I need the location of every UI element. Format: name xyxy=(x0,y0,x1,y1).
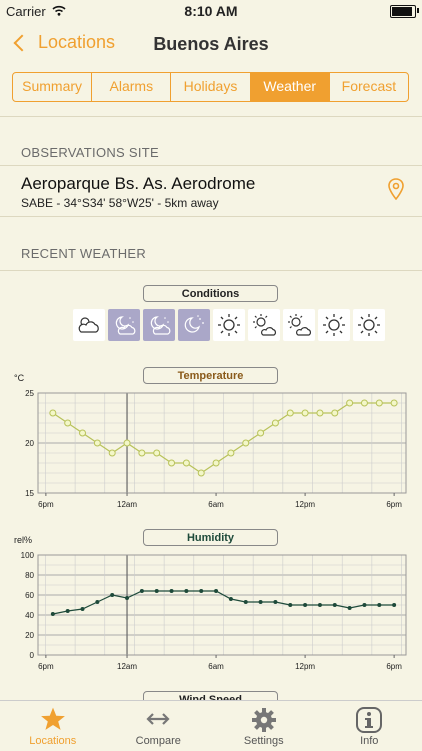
data-point xyxy=(140,589,144,593)
partly-cloudy-day-icon xyxy=(73,309,105,341)
y-tick-label: 15 xyxy=(25,489,34,498)
data-point xyxy=(228,450,234,456)
data-point xyxy=(332,410,338,416)
y-tick-label: 80 xyxy=(25,571,34,580)
conditions-strip xyxy=(73,309,385,341)
humidity-chart xyxy=(0,531,422,681)
tab-label: Settings xyxy=(211,735,317,747)
nav-bar xyxy=(0,22,422,66)
data-point xyxy=(361,400,367,406)
segment-alarms[interactable]: Alarms xyxy=(92,73,171,101)
observations-header: OBSERVATIONS SITE xyxy=(21,145,159,160)
data-point xyxy=(362,603,366,607)
data-point xyxy=(333,603,337,607)
data-point xyxy=(317,410,323,416)
data-point xyxy=(124,440,130,446)
data-point xyxy=(65,420,71,426)
y-tick-label: 25 xyxy=(25,389,34,398)
y-tick-label: 100 xyxy=(21,551,35,560)
status-time: 8:10 AM xyxy=(0,3,422,19)
x-tick-label: 6pm xyxy=(386,500,402,509)
page-title: Buenos Aires xyxy=(0,34,422,55)
tab-info[interactable] xyxy=(317,701,422,751)
x-tick-label: 12pm xyxy=(295,662,315,671)
tab-bar xyxy=(0,700,422,751)
y-tick-label: 60 xyxy=(25,591,34,600)
data-point xyxy=(139,450,145,456)
sunny-icon xyxy=(213,309,245,341)
segment-weather[interactable]: Weather xyxy=(251,73,330,101)
observation-site-row[interactable] xyxy=(0,165,422,217)
divider xyxy=(0,116,422,117)
recent-weather-panel xyxy=(0,270,422,701)
data-point xyxy=(391,400,397,406)
data-point xyxy=(198,470,204,476)
humidity-label: Humidity xyxy=(143,529,278,546)
data-point xyxy=(302,410,308,416)
data-point xyxy=(318,603,322,607)
x-tick-label: 12am xyxy=(117,500,137,509)
data-point xyxy=(110,593,114,597)
data-point xyxy=(273,600,277,604)
sunny-cloud-icon xyxy=(248,309,280,341)
x-tick-label: 12pm xyxy=(295,500,315,509)
temperature-label: Temperature xyxy=(143,367,278,384)
data-point xyxy=(169,460,175,466)
data-point xyxy=(213,460,219,466)
carrier-label: Carrier xyxy=(6,4,46,19)
data-point xyxy=(66,609,70,613)
site-name: Aeroparque Bs. As. Aerodrome xyxy=(21,174,255,194)
sunny-icon xyxy=(318,309,350,341)
segmented-control xyxy=(12,72,409,102)
data-point xyxy=(258,430,264,436)
data-point xyxy=(50,410,56,416)
y-unit-label: rel% xyxy=(14,535,32,545)
x-tick-label: 6am xyxy=(208,500,224,509)
data-point xyxy=(183,460,189,466)
segment-holidays[interactable]: Holidays xyxy=(171,73,250,101)
x-tick-label: 12am xyxy=(117,662,137,671)
x-tick-label: 6pm xyxy=(38,662,54,671)
data-point xyxy=(95,600,99,604)
clear-night-icon xyxy=(178,309,210,341)
data-point xyxy=(348,606,352,610)
x-tick-label: 6pm xyxy=(386,662,402,671)
data-point xyxy=(94,440,100,446)
site-detail: SABE - 34°S34' 58°W25' - 5km away xyxy=(21,196,219,210)
sunny-icon xyxy=(353,309,385,341)
data-point xyxy=(243,440,249,446)
data-point xyxy=(199,589,203,593)
tab-label: Locations xyxy=(0,735,106,747)
data-point xyxy=(154,450,160,456)
tab-locations[interactable] xyxy=(0,701,106,751)
tab-label: Compare xyxy=(106,735,212,747)
data-point xyxy=(229,597,233,601)
data-point xyxy=(125,596,129,600)
data-point xyxy=(244,600,248,604)
data-point xyxy=(81,607,85,611)
data-point xyxy=(170,589,174,593)
back-label: Locations xyxy=(38,32,115,53)
gear-icon xyxy=(250,706,278,734)
data-point xyxy=(80,430,86,436)
tab-compare[interactable] xyxy=(106,701,212,751)
y-tick-label: 0 xyxy=(30,651,35,660)
data-point xyxy=(392,603,396,607)
segment-summary[interactable]: Summary xyxy=(13,73,92,101)
partly-cloudy-night-icon xyxy=(143,309,175,341)
temperature-chart xyxy=(0,369,422,521)
data-point xyxy=(272,420,278,426)
data-point xyxy=(155,589,159,593)
compare-arrows-icon xyxy=(144,706,172,732)
status-bar xyxy=(0,0,422,22)
data-point xyxy=(303,603,307,607)
x-tick-label: 6am xyxy=(208,662,224,671)
y-unit-label: °C xyxy=(14,373,25,383)
x-tick-label: 6pm xyxy=(38,500,54,509)
tab-label: Info xyxy=(317,735,422,747)
data-point xyxy=(51,612,55,616)
y-tick-label: 20 xyxy=(25,631,34,640)
data-point xyxy=(287,410,293,416)
y-tick-label: 40 xyxy=(25,611,34,620)
conditions-label: Conditions xyxy=(143,285,278,302)
data-point xyxy=(109,450,115,456)
battery-tip xyxy=(417,8,419,13)
data-point xyxy=(184,589,188,593)
battery-icon xyxy=(390,5,416,18)
y-tick-label: 20 xyxy=(25,439,34,448)
info-icon xyxy=(355,706,383,734)
data-point xyxy=(214,589,218,593)
tab-settings[interactable] xyxy=(211,701,317,751)
data-point xyxy=(259,600,263,604)
data-point xyxy=(376,400,382,406)
data-point xyxy=(377,603,381,607)
segment-forecast[interactable]: Forecast xyxy=(330,73,408,101)
recent-weather-header: RECENT WEATHER xyxy=(21,246,146,261)
data-point xyxy=(288,603,292,607)
star-icon xyxy=(39,706,67,732)
map-pin-icon[interactable] xyxy=(388,178,404,200)
data-point xyxy=(347,400,353,406)
sunny-cloud-icon xyxy=(283,309,315,341)
partly-cloudy-night-icon xyxy=(108,309,140,341)
